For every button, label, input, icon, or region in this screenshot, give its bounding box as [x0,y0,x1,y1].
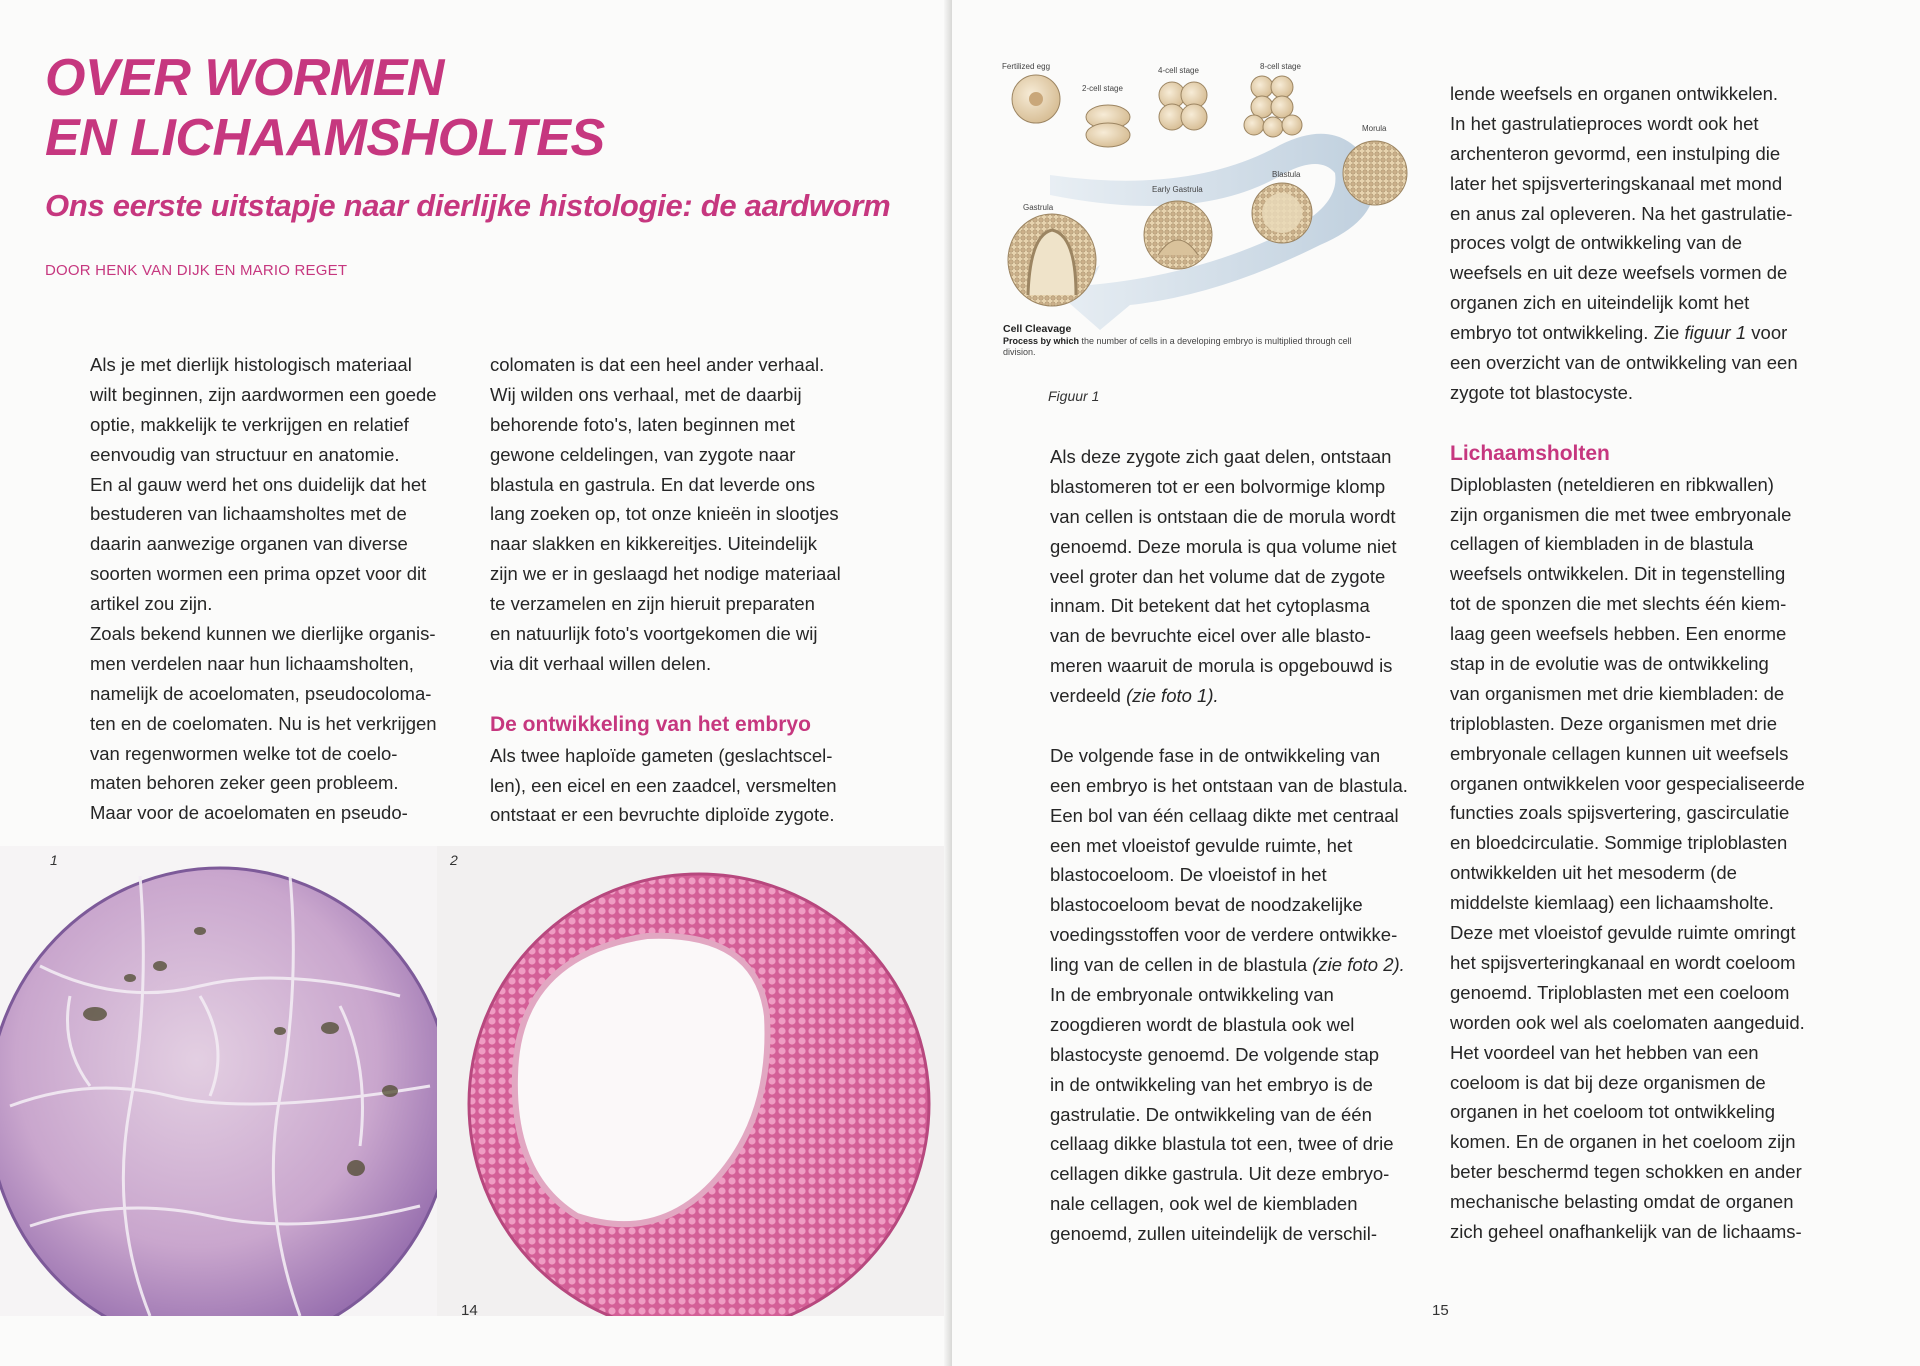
text-line: tot de sponzen die met slechts één kiem- [1450,593,1787,615]
text-line: eenvoudig van structuur en anatomie. [90,443,400,465]
text-column-3 [1050,442,1408,1249]
morula-shape [1343,141,1407,205]
text-line: middelste kiemlaag) een lichaamsholte. [1450,892,1774,914]
text-line: laag geen weefsels hebben. Een enorme [1450,623,1787,645]
text-line: naar slakken en kikkereitjes. Uiteindelijk [490,533,817,555]
text-line: een embryo is het ontstaan van de blastula. [1050,774,1408,796]
text-line: van regenwormen welke tot de coelo- [90,742,398,764]
text-line: Zoals bekend kunnen we dierlijke organis- [90,623,436,645]
text-line: cellagen of kiembladen in de blastula [1450,533,1754,555]
figure-label: Figuur 1 [1048,388,1100,404]
early-gastrula-shape [1144,201,1212,269]
text-line: daarin aanwezige organen van diverse [90,533,408,555]
photo-reference: (zie foto 1). [1126,685,1219,707]
text-line: van de bevruchte eicel over alle blasto- [1050,625,1371,647]
text-line: innam. Dit betekent dat het cytoplasma [1050,595,1370,617]
text-line: Het voordeel van het hebben van een [1450,1041,1759,1063]
label-4-cell: 4-cell stage [1158,66,1199,75]
text-line: blastocoeloom. De vloeistof in het [1050,864,1327,886]
text-line: coeloom is dat bij deze organismen de [1450,1071,1766,1093]
text-line: te verzamelen en zijn hieruit preparaten [490,593,815,615]
text-line: een met vloeistof gevulde ruimte, het [1050,834,1353,856]
text-line: archenteron gevormd, een instulping die [1450,142,1781,164]
photo-number: 1 [50,852,58,868]
photo-number: 2 [450,852,458,868]
text-line: In het gastrulatieproces wordt ook het [1450,112,1759,134]
figure-reference: figuur 1 [1684,322,1747,344]
text-line: en natuurlijk foto's voortgekomen die wij [490,623,818,645]
text-line: voedingsstoffen voor de verdere ontwikke- [1050,924,1398,946]
caption-bold: Process by which [1003,336,1080,346]
text-line: van organismen met drie kiembladen: de [1450,682,1785,704]
page-number: 15 [1432,1302,1449,1319]
text-line: ten en de coelomaten. Nu is het verkrijgen [90,712,437,734]
text-line: blastula en gastrula. En dat leverde ons [490,473,815,495]
text-line: functies zoals spijsvertering, gascirculatie [1450,802,1790,824]
text-line: organen ontwikkelen voor gespecialiseerde [1450,772,1805,794]
text-line: nale cellagen, ook wel de kiembladen [1050,1193,1358,1215]
text-line: behorende foto's, laten beginnen met [490,413,795,435]
text-fragment: embryo tot ontwikkeling. Zie [1450,322,1685,344]
text-line: genoemd, zullen uiteindelijk de verschil- [1050,1223,1378,1245]
text-line: zijn we er in geslaagd het nodige materiaal [490,563,841,585]
label-fertilized-egg: Fertilized egg [1002,62,1051,71]
text-line: ontstaat er een bevruchte diploïde zygote. [490,804,835,826]
text-line: optie, makkelijk te verkrijgen en relatief [90,413,409,435]
text-line: stap in de evolutie was de ontwikkeling [1450,653,1769,675]
text-line: en bloedcirculatie. Sommige triploblasten [1450,832,1788,854]
text-line: cellaag dikke blastula tot een, twee of drie [1050,1133,1394,1155]
text-line: In de embryonale ontwikkeling van [1050,984,1334,1006]
caption-rest: the number of cells in a developing embryo is multiplied through cell division. [1003,336,1352,357]
label-morula: Morula [1362,124,1387,133]
text-line: wilt beginnen, zijn aardwormen een goede [90,383,437,405]
text-line: Deze met vloeistof gevulde ruimte omringt [1450,922,1796,944]
text-line: organen zich en uiteindelijk komt het [1450,292,1750,314]
text-line: weefsels ontwikkelen. Dit in tegenstelling [1450,563,1786,585]
text-line: colomaten is dat een heel ander verhaal. [490,354,825,375]
text-line: blastocoeloom bevat de noodzakelijke [1050,894,1363,916]
title-line-1: OVER WORMEN [45,49,444,107]
text-line: weefsels en uit deze weefsels vormen de [1450,262,1788,284]
text-line: worden ook wel als coelomaten aangeduid. [1450,1011,1805,1033]
label-gastrula: Gastrula [1023,203,1054,212]
text-line: zijn organismen die met twee embryonale [1450,503,1792,525]
text-line: Als deze zygote zich gaat delen, ontstaan [1050,446,1392,467]
text-line: lang zoeken op, tot onze knieën in slootjes [490,503,839,525]
text-column-2 [490,350,841,830]
text-fragment: voor [1746,322,1788,344]
article-title [45,48,605,168]
text-line: triploblasten. Deze organismen met drie [1450,712,1777,734]
label-early-gastrula: Early Gastrula [1152,185,1203,194]
text-line: Wij wilden ons verhaal, met de daarbij [490,383,802,405]
eight-cell-shape [1244,76,1302,137]
photo-morula [0,846,437,1316]
text-line: meren waaruit de morula is opgebouwd is [1050,655,1393,677]
article-subtitle: Ons eerste uitstapje naar dierlijke histologie: de aardworm [45,188,891,223]
paragraph-gap [490,679,841,709]
text-line: gewone celdelingen, van zygote naar [490,443,796,465]
figure-caption-title: Cell Cleavage [1003,323,1072,335]
text-line: bestuderen van lichaamsholtes met de [90,503,407,525]
text-line: later het spijsverteringskanaal met mond [1450,172,1783,194]
text-line: embryonale cellagen kunnen uit weefsels [1450,742,1789,764]
text-fragment: ling van de cellen in de blastula [1050,954,1313,976]
text-line: artikel zou zijn. [90,593,213,615]
text-line: via dit verhaal willen delen. [490,652,712,674]
text-line: mechanische belasting omdat de organen [1450,1191,1794,1213]
text-line: Diploblasten (neteldieren en ribkwallen) [1450,473,1774,495]
text-line [1450,318,1805,348]
blastula-micrograph [437,846,952,1316]
text-column-1 [90,350,437,828]
two-cell-bottom [1086,123,1130,147]
label-blastula: Blastula [1272,170,1301,179]
figure-caption [1003,336,1363,358]
text-line: en anus zal opleveren. Na het gastrulatie- [1450,202,1793,224]
text-line: komen. En de organen in het coeloom zijn [1450,1131,1796,1153]
text-line [1050,681,1408,711]
text-line: ontwikkelden uit het mesoderm (de [1450,862,1737,884]
text-fragment: verdeeld [1050,685,1127,707]
text-line: zich geheel onafhankelijk van de lichaams- [1450,1220,1802,1242]
byline: DOOR HENK VAN DIJK EN MARIO REGET [45,262,348,279]
section-heading-lichaamsholten: Lichaamsholten [1450,441,1610,465]
text-line: Maar voor de acoelomaten en pseudo- [90,802,408,824]
text-line: cellagen dikke gastrula. Uit deze embryo- [1050,1163,1390,1185]
paragraph-gap [1450,408,1805,438]
text-line: namelijk de acoelomaten, pseudocoloma- [90,682,432,704]
text-line: genoemd. Triploblasten met een coeloom [1450,981,1790,1003]
text-line: men verdelen naar hun lichaamsholten, [90,652,414,674]
text-line: Een bol van één cellaag dikte met centraal [1050,804,1399,826]
left-page [0,0,952,1366]
label-2-cell: 2-cell stage [1082,84,1123,93]
text-line: zygote tot blastocyste. [1450,381,1634,403]
photo-reference: (zie foto 2). [1312,954,1405,976]
photo-blastula [437,846,952,1316]
page-number: 14 [461,1302,478,1319]
text-line: een overzicht van de ontwikkeling van een [1450,352,1798,374]
text-line: En al gauw werd het ons duidelijk dat het [90,473,427,495]
text-line [1050,950,1408,980]
nucleus-shape [1029,92,1043,106]
text-line: gastrulatie. De ontwikkeling van de één [1050,1103,1372,1125]
text-line: De volgende fase in de ontwikkeling van [1050,744,1381,766]
text-line: het spijsverteringkanaal en wordt coeloom [1450,951,1796,973]
text-line: maten behoren zeker geen probleem. [90,772,399,794]
paragraph-gap [1050,711,1408,741]
text-line: Als je met dierlijk histologisch materiaal [90,354,412,375]
text-line: blastocyste genoemd. De volgende stap [1050,1043,1380,1065]
section-heading-embryo: De ontwikkeling van het embryo [490,712,811,736]
text-line: van cellen is ontstaan die de morula wordt [1050,505,1396,527]
text-line: lende weefsels en organen ontwikkelen. [1450,83,1779,104]
text-line: in de ontwikkeling van het embryo is de [1050,1073,1373,1095]
text-line: Als twee haploïde gameten (geslachtscel- [490,744,833,766]
text-line: genoemd. Deze morula is qua volume niet [1050,535,1397,557]
text-line: len), een eicel en een zaadcel, versmelten [490,774,837,796]
label-8-cell: 8-cell stage [1260,62,1301,71]
title-line-2: EN LICHAAMSHOLTES [45,109,605,167]
text-line: blastomeren tot er een bolvormige klomp [1050,475,1386,497]
text-line: soorten wormen een prima opzet voor dit [90,563,427,585]
text-line: organen in het coeloom tot ontwikkeling [1450,1101,1775,1123]
text-line: zoogdieren wordt de blastula ook wel [1050,1013,1355,1035]
morula-micrograph [0,846,437,1316]
text-column-4 [1450,79,1805,1247]
blastocoel-shape [1262,193,1302,233]
text-line: beter beschermd tegen schokken en ander [1450,1161,1802,1183]
text-line: proces volgt de ontwikkeling van de [1450,232,1743,254]
text-line: veel groter dan het volume dat de zygote [1050,565,1386,587]
four-cell-shape [1159,82,1207,130]
